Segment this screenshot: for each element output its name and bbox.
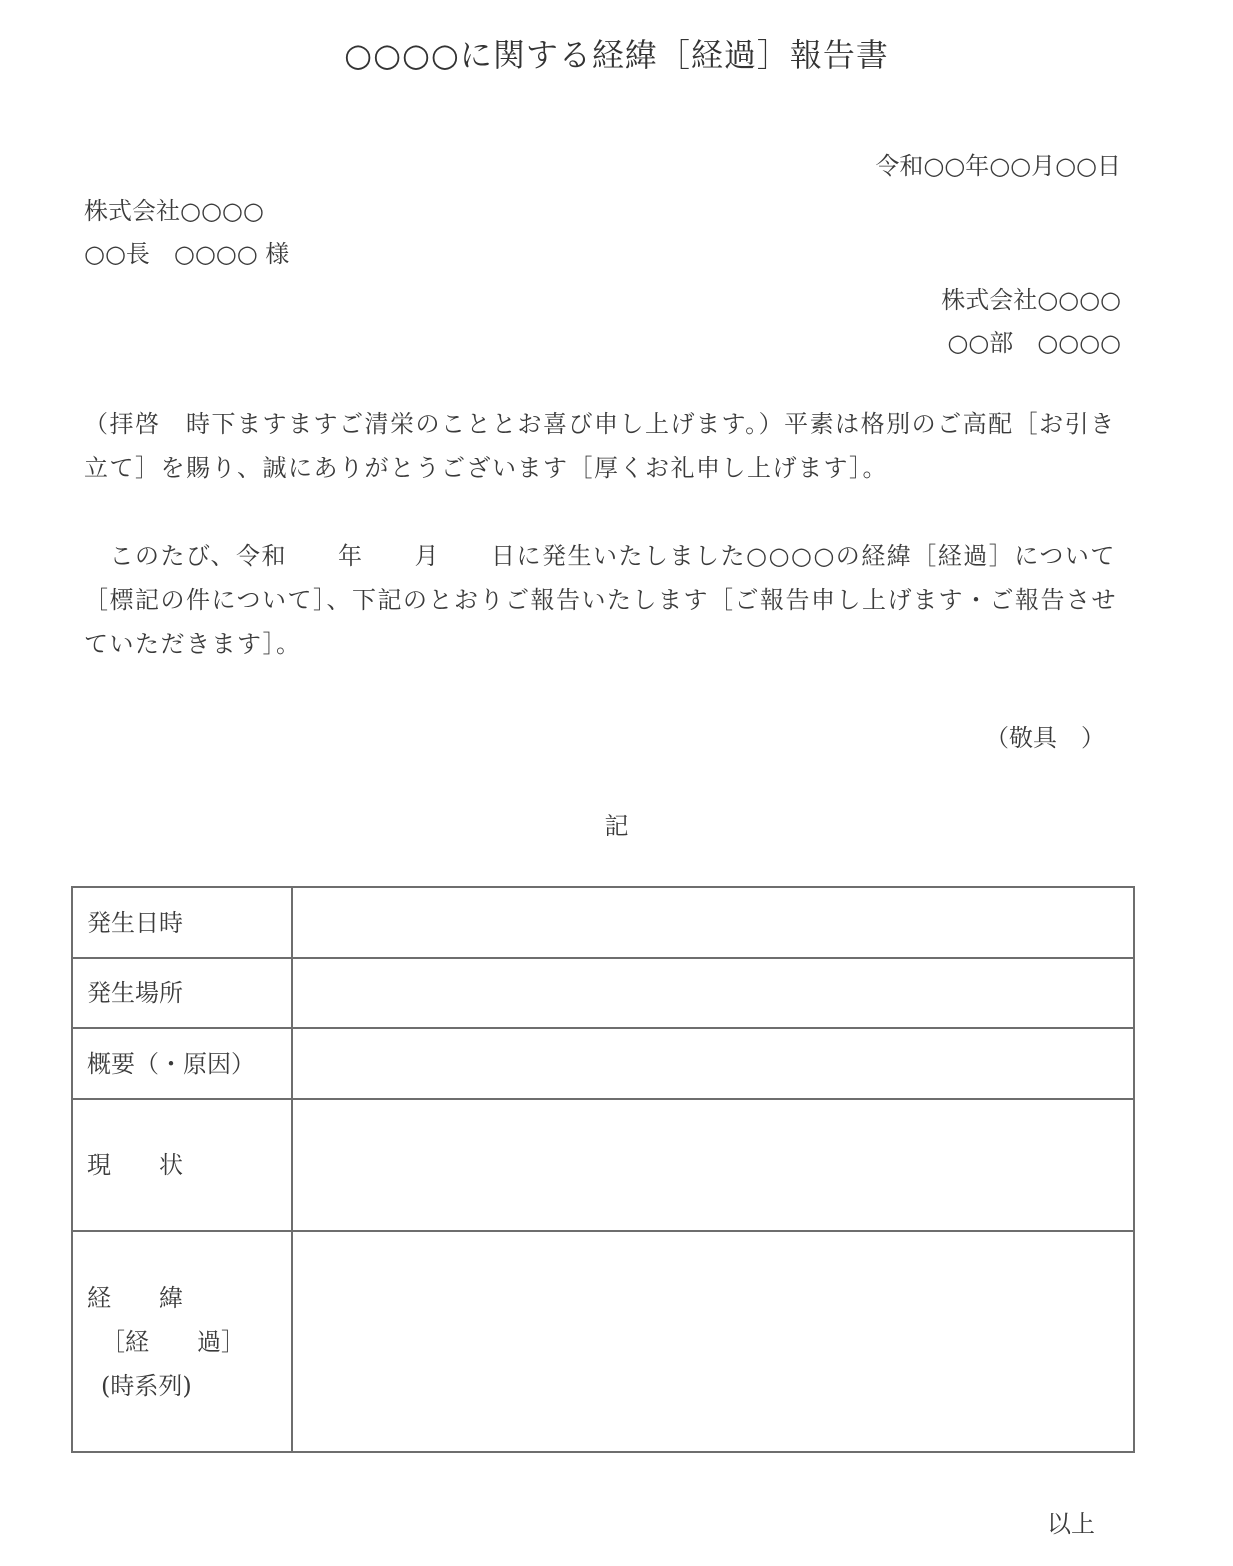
body-paragraph: このたび、令和 年 月 日に発生いたしました○○○○の経緯［経過］について［標記の件について］、下記のとおりご報告いたします［ご報告申し上げます・ご報告させていただきます］。 [84,542,1118,658]
row-value-occurrence-datetime[interactable] [292,887,1134,958]
document-date: 令和○○年○○月○○日 [875,152,1121,180]
recipient-person: ○○長 ○○○○ 様 [84,240,290,268]
row-label-occurrence-datetime: 発生日時 [72,887,292,958]
sender-company: 株式会社○○○○ [941,286,1121,314]
row-label-summary: 概要（・原因） [72,1028,292,1099]
row-label-occurrence-place: 発生場所 [72,958,292,1028]
table-row [72,958,1134,1028]
ki-heading: 記 [604,812,629,840]
report-table [71,886,1135,1453]
sender-department: ○○部 ○○○○ [947,329,1121,357]
table-row [72,1028,1134,1099]
row-label-current-status: 現 状 [72,1099,292,1231]
table-row [72,887,1134,958]
closing-keigu: （敬具 ） [985,724,1105,752]
recipient-company: 株式会社○○○○ [84,197,264,225]
row-value-occurrence-place[interactable] [292,958,1134,1028]
table-row [72,1099,1134,1231]
row-label-history: 経 緯 ［経 過］ (時系列) [72,1231,292,1452]
row-value-history[interactable] [292,1231,1134,1452]
document-title: ○○○○に関する経緯［経過］報告書 [344,36,889,74]
row-value-summary[interactable] [292,1028,1134,1099]
row-value-current-status[interactable] [292,1099,1134,1231]
table-row [72,1231,1134,1452]
greeting-paragraph: （拝啓 時下ますますご清栄のこととお喜び申し上げます。）平素は格別のご高配［お引き立て］を賜り、誠にありがとうございます［厚くお礼申し上げます］。 [84,410,1116,482]
end-mark: 以上 [1047,1510,1095,1538]
